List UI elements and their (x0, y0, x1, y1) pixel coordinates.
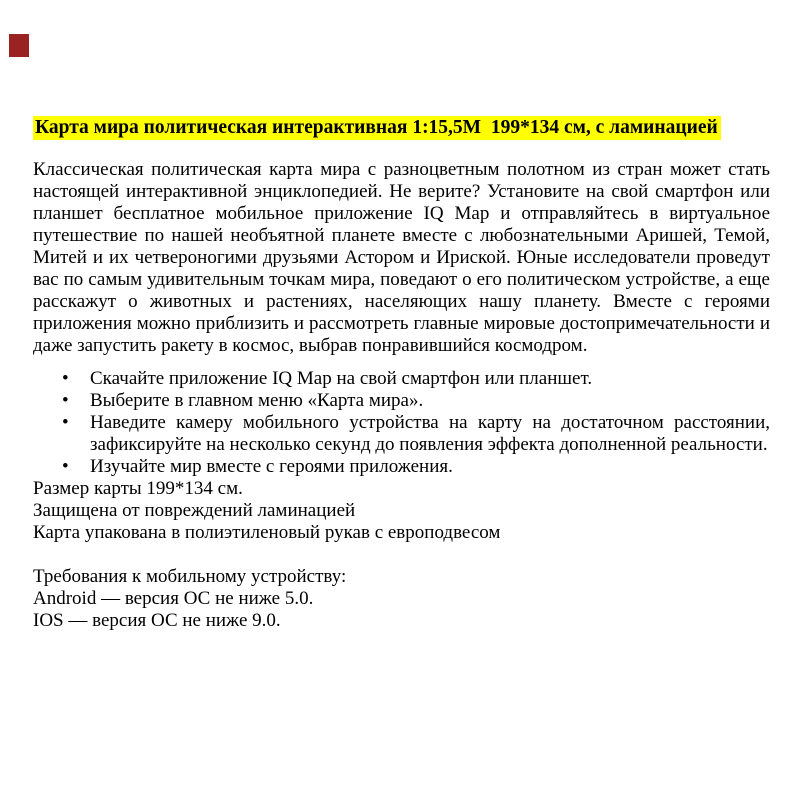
instruction-text: Скачайте приложение IQ Map на свой смартфон или планшет. (90, 368, 593, 389)
corner-red-marker (9, 34, 29, 57)
spec-line-lamination: Защищена от повреждений ламинацией (33, 500, 356, 521)
product-title: Карта мира политическая интерактивная 1:15,5М 199*134 см, с ламинацией (33, 116, 721, 140)
spacer (33, 544, 770, 566)
instruction-item-3 (33, 412, 770, 456)
instruction-text: Наведите камеру мобильного устройства на карту на достаточном расстоянии, зафиксируйте на несколько секунд до появления эффекта дополненной реальности. (90, 412, 770, 455)
bullet-icon: • (62, 412, 69, 433)
product-title-row (33, 117, 770, 139)
requirements-heading: Требования к мобильному устройству: (33, 566, 347, 587)
document-body (33, 0, 770, 632)
requirement-line-android: Android — версия ОС не ниже 5.0. (33, 588, 314, 609)
bullet-icon: • (62, 456, 69, 477)
bullet-icon: • (62, 390, 69, 411)
instruction-item-4 (33, 456, 770, 478)
instruction-text: Выберите в главном меню «Карта мира». (90, 390, 424, 411)
instructions-list (33, 368, 770, 478)
spec-line-packaging: Карта упакована в полиэтиленовый рукав с европодвесом (33, 522, 501, 543)
requirement-line-ios: IOS — версия ОС не ниже 9.0. (33, 610, 281, 631)
spec-line-size: Размер карты 199*134 см. (33, 478, 243, 499)
bullet-icon: • (62, 368, 69, 389)
instruction-text: Изучайте мир вместе с героями приложения. (90, 456, 453, 477)
instruction-item-2 (33, 390, 770, 412)
product-description: Классическая политическая карта мира с разноцветным полотном из стран может стать настоящей интерактивной энциклопедией. Не верите? Установите на свой смартфон или планшет бесплатное мобильное приложение IQ Map и отправляйтесь в виртуальное путешествие по нашей необъятной планете вместе с любознательными Аришей, Темой, Митей и их четвероногими друзьями Астором и Ириской. Юные исследователи проведут вас по самым удивительным точкам мира, поведают о его политическом устройстве, а еще расскажут о животных и растениях, населяющих нашу планету. Вместе с героями приложения можно приблизить и рассмотреть главные мировые достопримечательности и даже запустить ракету в космос, выбрав понравившийся космодром. (33, 159, 770, 356)
instruction-item-1 (33, 368, 770, 390)
